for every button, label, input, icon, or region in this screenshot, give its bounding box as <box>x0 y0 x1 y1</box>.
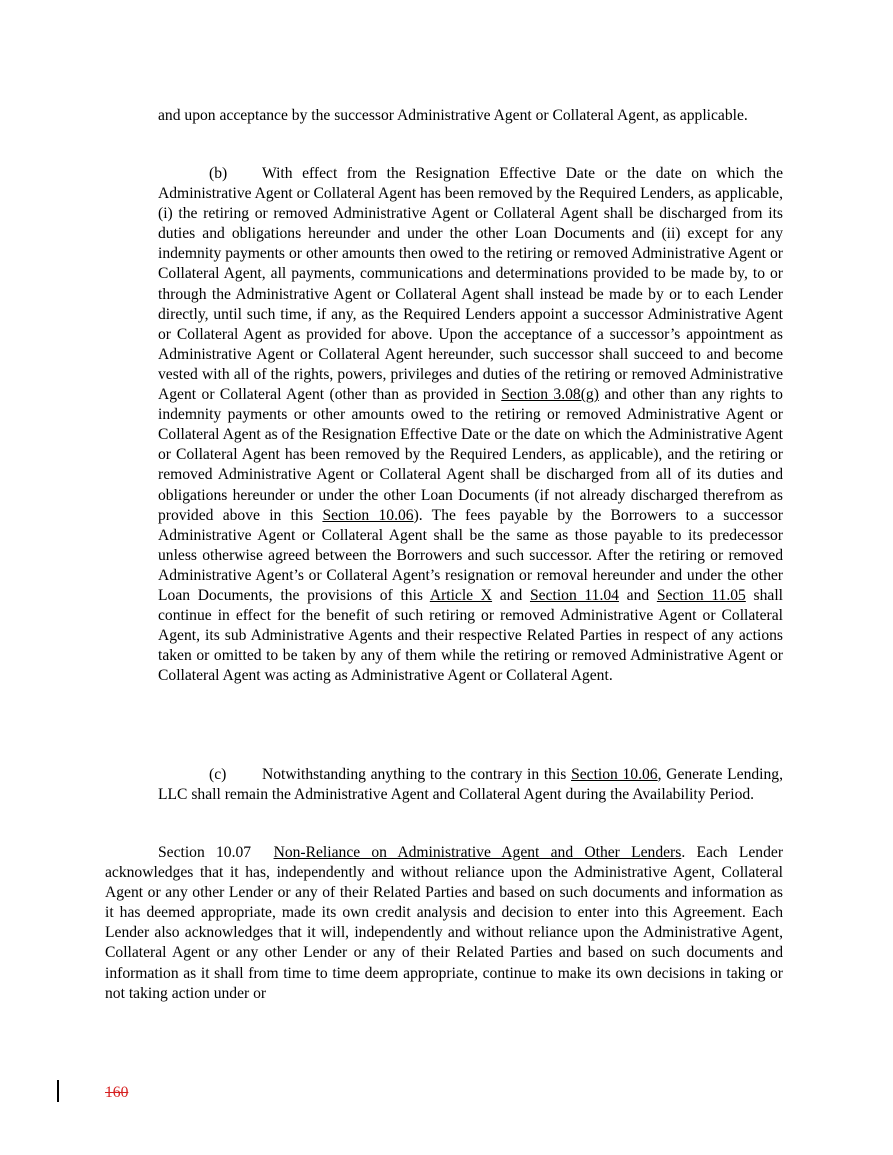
section-reference-link[interactable]: Section 10.06 <box>322 506 414 524</box>
section-reference-link[interactable]: Section 3.08(g) <box>501 386 599 404</box>
revision-change-bar <box>57 1080 59 1102</box>
section-heading: Non-Reliance on Administrative Agent and Other Lenders <box>273 844 682 861</box>
paragraph-text: and <box>492 586 530 604</box>
article-reference-link[interactable]: Article X <box>429 586 493 604</box>
section-number: Section 10.07 <box>158 844 252 861</box>
paragraph-text: Notwithstanding anything to the contrary in this <box>262 766 572 783</box>
section-10-07 <box>105 843 783 1004</box>
paragraph-text: ). The fees payable by the Borrowers to a successor Administrative Agent or Collateral Agent shall be the same as those payable to its predecessor unless otherwise agreed between the Borrowers and such successor. After the retiring or removed Administrative Agent’s or Collateral Agent’s resignation or removal hereunder and under the other Loan Documents, the provisions of this <box>158 506 783 604</box>
paragraph-text: and upon acceptance by the successor Administrative Agent or Collateral Agent, as applicable. <box>158 107 748 124</box>
paragraph-text: and other than any rights to indemnity payments or other amounts owed to the retiring or removed Administrative Agent or Collateral Agent as of the Resignation Effective Date or the date on which the Administrative Agent or Collateral Agent has been removed by the Required Lenders, as applicable), and the retiring or removed Administrative Agent or Collateral Agent shall be discharged from all of its duties and obligations hereunder or under the other Loan Documents (if not already discharged therefrom as provided above in this <box>158 386 783 524</box>
paragraph-text: , Generate Lending, LLC shall remain the Administrative Agent and Collateral Agent during the Availability Period. <box>158 766 783 804</box>
deleted-page-number: 160 <box>105 1084 129 1101</box>
section-reference-link[interactable]: Section 11.04 <box>529 586 619 604</box>
paragraph-continuation <box>158 106 783 126</box>
paragraph-label: (c) <box>209 766 227 783</box>
paragraph-c <box>158 765 783 805</box>
paragraph-text: With effect from the Resignation Effective Date or the date on which the Administrative Agent or Collateral Agent has been removed by the Required Lenders, as applicable, (i) the retiring or removed Administrative Agent or Collateral Agent shall be discharged from its duties and obligations hereunder and under the other Loan Documents and (ii) except for any indemnity payments or other amounts then owed to the retiring or removed Administrative Agent or Collateral Agent, all payments, communications and determinations provided to be made by, to or through the Administrative Agent or Collateral Agent shall instead be made by or to each Lender directly, until such time, if any, as the Required Lenders appoint a successor Administrative Agent or Collateral Agent as provided for above. Upon the acceptance of a successor’s appointment as Administrative Agent or Collateral Agent hereunder, such successor shall succeed to and become vested with all of the rights, powers, privileges and duties of the retiring or removed Administrative Agent or Collateral Agent (other than as provided in <box>158 165 783 404</box>
paragraph-text: shall continue in effect for the benefit of such retiring or removed Administrative Agent or Collateral Agent, its sub Administrative Agents and their respective Related Parties in respect of any actions taken or omitted to be taken by any of them while the retiring or removed Administrative Agent or Collateral Agent was acting as Administrative Agent or Collateral Agent. <box>158 586 783 685</box>
paragraph-label: (b) <box>209 165 228 182</box>
paragraph-text: and <box>618 586 657 604</box>
section-reference-link[interactable]: Section 10.06 <box>571 766 658 783</box>
section-reference-link[interactable]: Section 11.05 <box>656 586 746 604</box>
paragraph-b <box>158 164 783 686</box>
paragraph-text: . Each Lender acknowledges that it has, independently and without reliance upon the Administrative Agent, Collateral Agent or any other Lender or any of their Related Parties and based on such documents and information as it has deemed appropriate, made its own credit analysis and decision to enter into this Agreement. Each Lender also acknowledges that it will, independently and without reliance upon the Administrative Agent, Collateral Agent or any other Lender or any of their Related Parties and based on such documents and information as it shall from time to time deem appropriate, continue to make its own decisions in taking or not taking action under or <box>105 844 784 1002</box>
section-gap <box>251 844 273 861</box>
